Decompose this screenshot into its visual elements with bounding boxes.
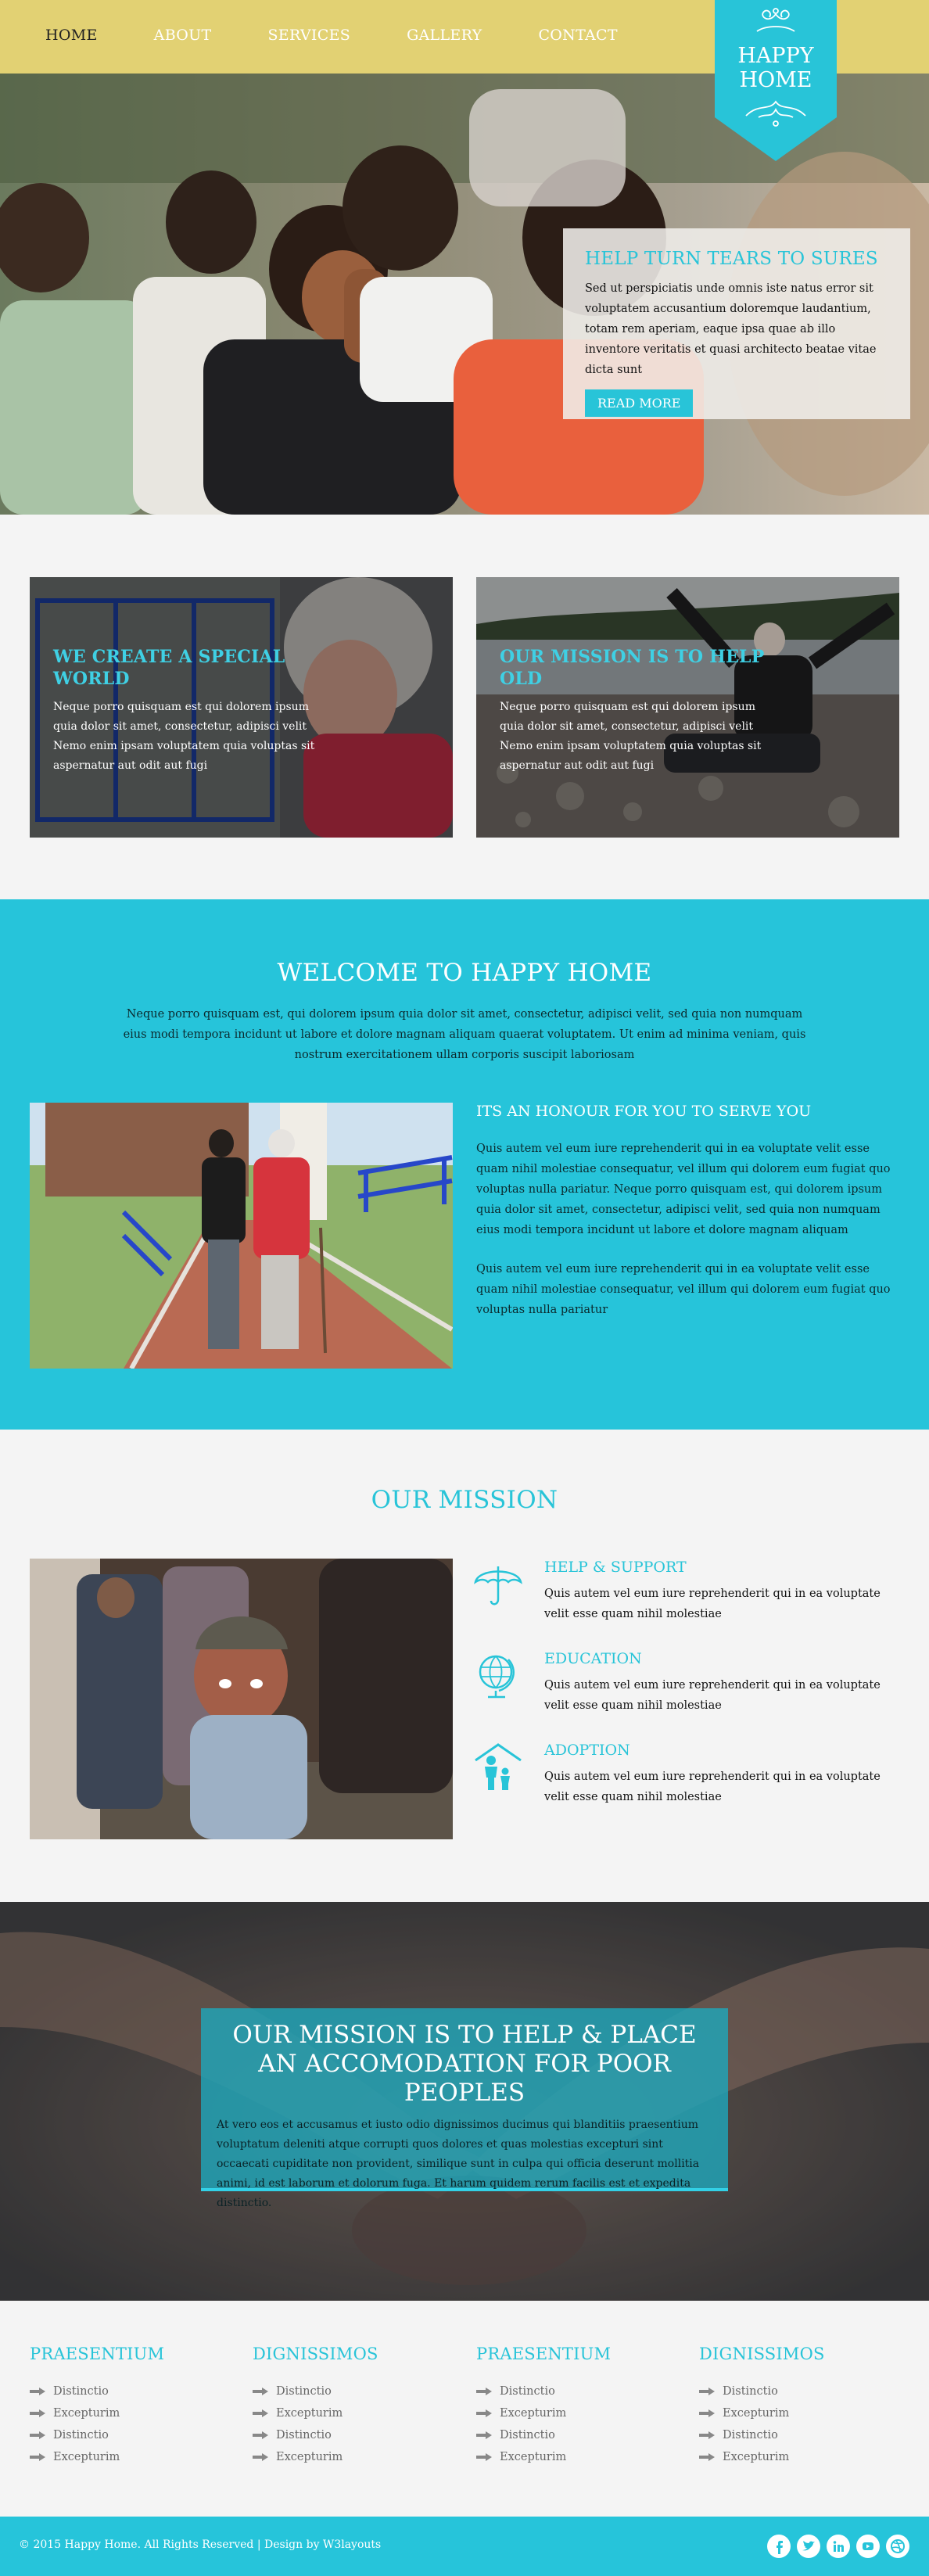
- footer-link[interactable]: [476, 2424, 680, 2446]
- bottom-bar: [0, 2517, 929, 2576]
- footer-link[interactable]: [476, 2380, 680, 2402]
- welcome-paragraph-2: Quis autem vel eum iure reprehenderit qui in ea voluptate velit esse quam nihil molestiae consequatur, vel illum qui dolorem eum fugiat quo voluptas nulla pariatur: [476, 1263, 891, 1316]
- nav-item-home[interactable]: HOME: [45, 27, 98, 44]
- footer-link-label: Excepturim: [723, 2407, 790, 2420]
- mission-item-text: Quis autem vel eum iure reprehenderit qui in ea voluptate velit esse quam nihil molestiae: [544, 1588, 881, 1620]
- footer-link-label: Distinctio: [500, 2429, 555, 2441]
- footer-column: [699, 2345, 902, 2468]
- footer-column-title: PRAESENTIUM: [30, 2345, 165, 2363]
- mission-banner: [0, 1902, 929, 2301]
- footer-link-label: Excepturim: [500, 2451, 567, 2463]
- footer-link-label: Excepturim: [53, 2407, 120, 2420]
- arrow-right-icon: [253, 2453, 268, 2461]
- arrow-right-icon: [30, 2453, 45, 2461]
- arrow-right-icon: [699, 2388, 715, 2395]
- mission-item-title: ADOPTION: [544, 1742, 630, 1759]
- feature-caption: [500, 646, 769, 776]
- feature-title: WE CREATE A SPECIAL WORLD: [53, 647, 285, 689]
- welcome-paragraph-1: Quis autem vel eum iure reprehenderit qui in ea voluptate velit esse quam nihil molestiae consequatur, vel illum qui dolorem eum fugiat quo voluptas nulla pariatur. Neque porro quisquam est, qui dolorem ipsum quia dolor sit amet, consectetur, adipisci velit, sed quia non numquam eius modi tempora incidunt ut labore et dolore magnam aliquam: [476, 1143, 891, 1236]
- mission-photo-children: [30, 1559, 453, 1839]
- arrow-right-icon: [699, 2431, 715, 2439]
- copyright-text: © 2015 Happy Home. All Rights Reserved | Design by W3layouts: [19, 2538, 382, 2551]
- footer-link-label: Distinctio: [723, 2385, 778, 2398]
- youtube-icon[interactable]: [855, 2534, 881, 2559]
- arrow-right-icon: [253, 2388, 268, 2395]
- read-more-button[interactable]: READ MORE: [585, 389, 693, 417]
- footer-link[interactable]: [30, 2424, 233, 2446]
- welcome-title: WELCOME TO HAPPY HOME: [277, 959, 652, 987]
- footer-column-title: DIGNISSIMOS: [699, 2345, 825, 2363]
- footer-column: [30, 2345, 233, 2468]
- footer-link[interactable]: [30, 2446, 233, 2468]
- footer-link[interactable]: [699, 2380, 902, 2402]
- footer-column-title: DIGNISSIMOS: [253, 2345, 378, 2363]
- footer-link-label: Distinctio: [53, 2385, 109, 2398]
- footer-link[interactable]: [699, 2424, 902, 2446]
- mission-item-text: Quis autem vel eum iure reprehenderit qui in ea voluptate velit esse quam nihil molestiae: [544, 1679, 881, 1712]
- welcome-section: [0, 899, 929, 1430]
- footer-link-label: Excepturim: [276, 2407, 343, 2420]
- mission-item-title: EDUCATION: [544, 1650, 642, 1667]
- footer-link-label: Distinctio: [276, 2429, 332, 2441]
- dribbble-icon[interactable]: [885, 2534, 910, 2559]
- footer-link-label: Excepturim: [500, 2407, 567, 2420]
- arrow-right-icon: [476, 2453, 492, 2461]
- footer-link[interactable]: [30, 2380, 233, 2402]
- footer-link[interactable]: [253, 2380, 456, 2402]
- footer-link[interactable]: [253, 2402, 456, 2424]
- footer-column: [253, 2345, 456, 2468]
- footer-link-label: Distinctio: [53, 2429, 109, 2441]
- logo-text: [715, 44, 837, 92]
- logo-line-1: HAPPY: [737, 44, 814, 68]
- arrow-right-icon: [253, 2431, 268, 2439]
- feature-text: Neque porro quisquam est qui dolorem ipsum quia dolor sit amet, consectetur, adipisci velit Nemo enim ipsam voluptatem quia voluptas sit aspernatur aut odit aut fugi: [53, 701, 315, 772]
- banner-title: OUR MISSION IS TO HELP & PLACE AN ACCOMODATION FOR POOR PEOPLES: [232, 2021, 697, 2107]
- globe-icon: [472, 1650, 524, 1702]
- banner-text: At vero eos et accusamus et iusto odio dignissimos ducimus qui blanditiis praesentium voluptatum deleniti atque corrupti quos dolores et quas molestias excepturi sint occaecati cupiditate non provident, similique sunt in culpa qui officia deserunt mollitia animi, id est laborum et dolorum fuga. Et harum quidem rerum facilis est et expedita distinctio.: [217, 2119, 700, 2209]
- nav-item-contact[interactable]: CONTACT: [538, 27, 618, 44]
- feature-text: Neque porro quisquam est qui dolorem ipsum quia dolor sit amet, consectetur, adipisci velit Nemo enim ipsam voluptatem quia voluptas sit aspernatur aut odit aut fugi: [500, 701, 762, 772]
- welcome-subtitle: ITS AN HONOUR FOR YOU TO SERVE YOU: [476, 1103, 812, 1120]
- umbrella-icon: [472, 1559, 524, 1610]
- footer-link[interactable]: [476, 2402, 680, 2424]
- feature-caption: [53, 646, 323, 776]
- logo-line-2: HOME: [739, 68, 812, 92]
- arrow-right-icon: [30, 2409, 45, 2417]
- facebook-icon[interactable]: [766, 2534, 791, 2559]
- arrow-right-icon: [30, 2431, 45, 2439]
- nav-item-services[interactable]: SERVICES: [267, 27, 351, 44]
- nav-item-about[interactable]: ABOUT: [153, 27, 212, 44]
- welcome-photo: [30, 1103, 453, 1369]
- footer-link-label: Excepturim: [276, 2451, 343, 2463]
- feature-card-special-world[interactable]: [30, 577, 453, 838]
- footer-link-label: Excepturim: [53, 2451, 120, 2463]
- family-home-icon: [472, 1742, 524, 1793]
- footer-link-label: Distinctio: [723, 2429, 778, 2441]
- banner-callout: [201, 2008, 728, 2209]
- nav-item-gallery[interactable]: GALLERY: [407, 27, 482, 44]
- social-links: [766, 2534, 910, 2559]
- feature-card-mission-old[interactable]: [476, 577, 899, 838]
- twitter-icon[interactable]: [796, 2534, 821, 2559]
- footer-link[interactable]: [253, 2446, 456, 2468]
- welcome-photo-walking-seniors: [30, 1103, 453, 1369]
- feature-title: OUR MISSION IS TO HELP OLD: [500, 647, 765, 689]
- footer-link[interactable]: [253, 2424, 456, 2446]
- arrow-right-icon: [476, 2431, 492, 2439]
- arrow-right-icon: [699, 2453, 715, 2461]
- arrow-right-icon: [476, 2388, 492, 2395]
- footer-link[interactable]: [699, 2402, 902, 2424]
- footer-column: [476, 2345, 680, 2468]
- logo[interactable]: [715, 0, 837, 161]
- footer-link[interactable]: [476, 2446, 680, 2468]
- arrow-right-icon: [476, 2409, 492, 2417]
- hero-text: Sed ut perspiciatis unde omnis iste natus error sit voluptatem accusantium doloremque laudantium, totam rem aperiam, eaque ipsa quae ab illo inventore veritatis et quasi architecto beatae vitae dicta sunt: [585, 282, 877, 376]
- arrow-right-icon: [699, 2409, 715, 2417]
- linkedin-icon[interactable]: [826, 2534, 851, 2559]
- hero-title: HELP TURN TEARS TO SURES: [585, 249, 878, 269]
- mission-photo: [30, 1559, 453, 1839]
- footer-link[interactable]: [699, 2446, 902, 2468]
- mission-item-text: Quis autem vel eum iure reprehenderit qui in ea voluptate velit esse quam nihil molestiae: [544, 1771, 881, 1803]
- mission-title: OUR MISSION: [371, 1486, 558, 1514]
- footer-link-label: Distinctio: [500, 2385, 555, 2398]
- arrow-right-icon: [253, 2409, 268, 2417]
- footer-link-label: Excepturim: [723, 2451, 790, 2463]
- footer-link-label: Distinctio: [276, 2385, 332, 2398]
- hero-callout: [563, 228, 910, 419]
- arrow-right-icon: [30, 2388, 45, 2395]
- mission-item-title: HELP & SUPPORT: [544, 1559, 687, 1576]
- welcome-intro: Neque porro quisquam est, qui dolorem ipsum quia dolor sit amet, consectetur, adipisci velit, sed quia non numquam eius modi tempora incidunt ut labore et dolore magnam aliquam quaerat voluptatem. Ut enim ad minima veniam, quis nostrum exercitationem ullam corporis suscipit laboriosam: [123, 1008, 806, 1061]
- footer-column-title: PRAESENTIUM: [476, 2345, 612, 2363]
- footer-link[interactable]: [30, 2402, 233, 2424]
